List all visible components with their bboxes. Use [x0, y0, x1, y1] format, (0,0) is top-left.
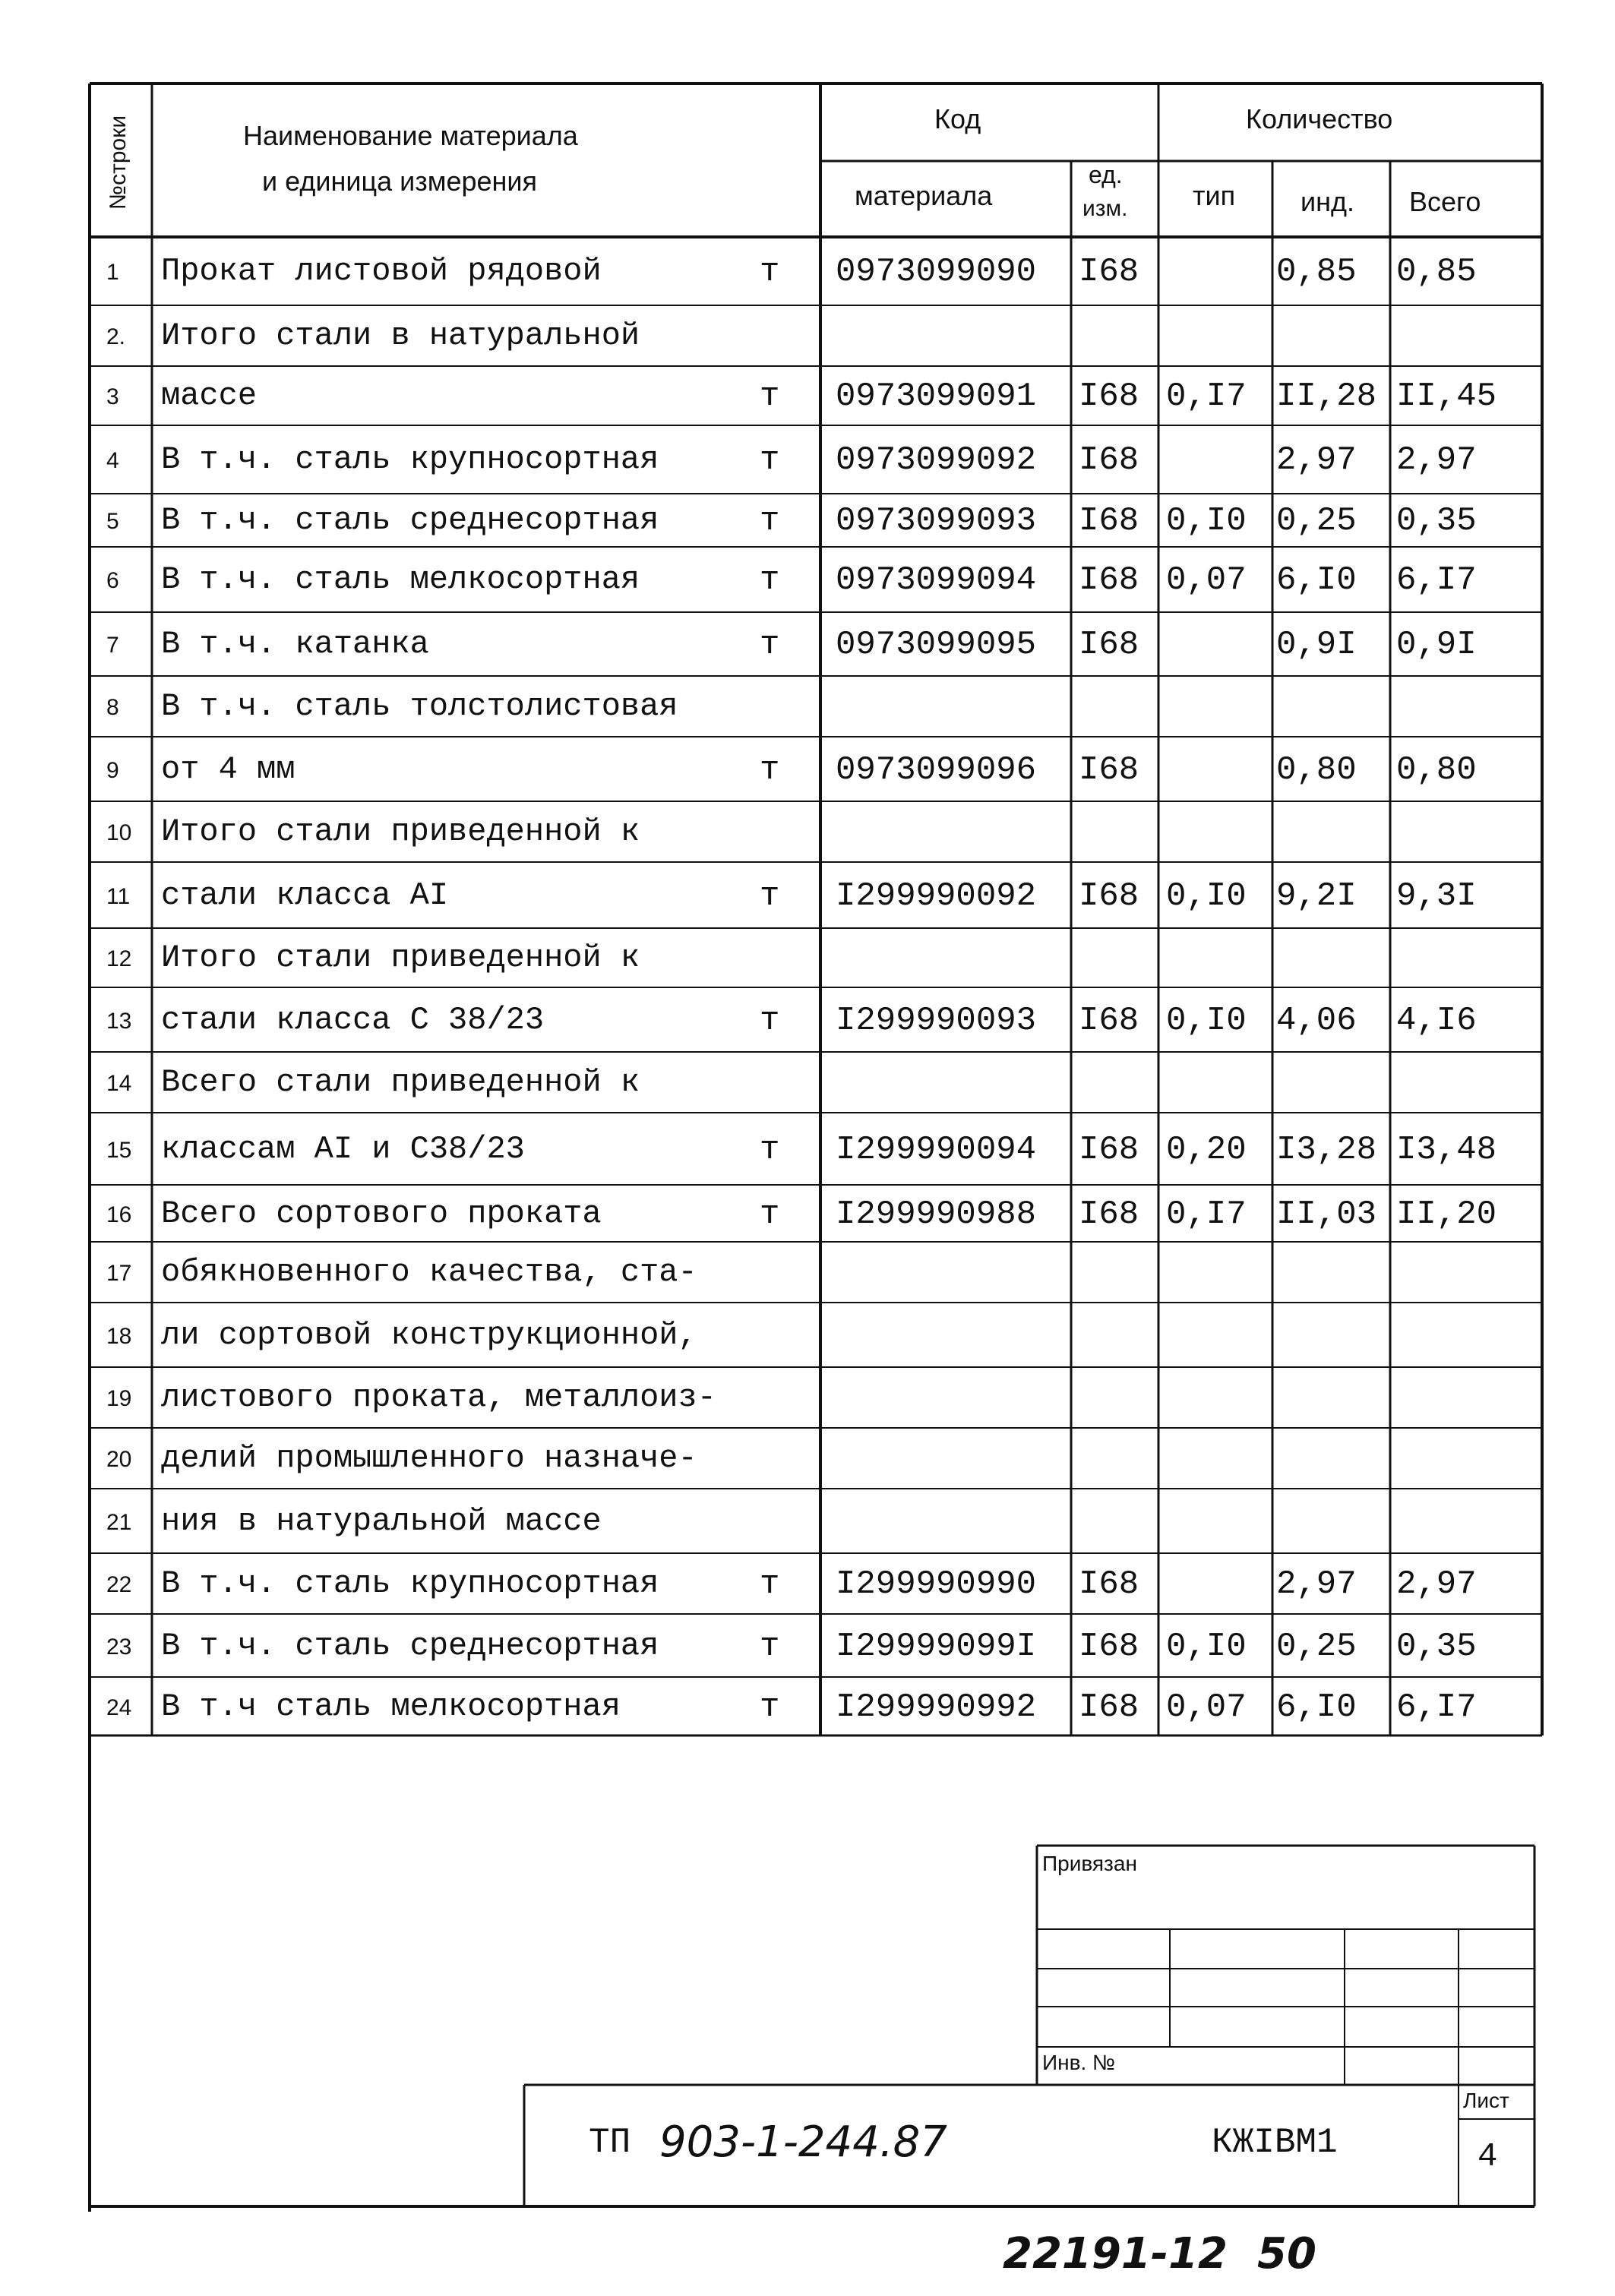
- cell-total: 6,I7: [1396, 561, 1477, 599]
- cell-ed: I68: [1079, 1688, 1139, 1726]
- cell-ed: I68: [1079, 1628, 1139, 1666]
- cell-ind: II,03: [1276, 1195, 1377, 1233]
- cell-name: Всего стали приведенной к: [161, 1064, 640, 1101]
- cell-no: 7: [106, 633, 119, 658]
- cell-tip: 0,07: [1166, 1688, 1247, 1726]
- cell-name: В т.ч. сталь мелкосортная: [161, 561, 640, 598]
- cell-name: обякновенного качества, ста-: [161, 1254, 697, 1290]
- cell-ind: 6,I0: [1276, 1688, 1357, 1726]
- cell-no: 16: [106, 1202, 132, 1227]
- cell-no: 17: [106, 1261, 132, 1286]
- cell-no: 21: [106, 1510, 132, 1535]
- cell-no: 12: [106, 946, 132, 971]
- cell-ed: I68: [1079, 1195, 1139, 1233]
- cell-no: 5: [106, 509, 119, 534]
- cell-unit: т: [760, 1195, 780, 1233]
- cell-unit: т: [760, 1565, 780, 1603]
- cell-name: листового проката, металлоиз-: [161, 1379, 716, 1416]
- cell-name: от 4 мм: [161, 751, 296, 788]
- cell-no: 18: [106, 1324, 132, 1349]
- cell-ind: I3,28: [1276, 1131, 1377, 1169]
- cell-name: Итого стали приведенной к: [161, 940, 640, 976]
- cell-name: стали класса С 38/23: [161, 1002, 545, 1038]
- cell-code: 0973099094: [836, 561, 1037, 599]
- cell-total: 2,97: [1396, 1565, 1477, 1603]
- cell-name: ли сортовой конструкционной,: [161, 1317, 697, 1353]
- cell-no: 6: [106, 568, 119, 593]
- cell-ed: I68: [1079, 1131, 1139, 1169]
- cell-code: 0973099093: [836, 502, 1037, 540]
- cell-tip: 0,I0: [1166, 1628, 1247, 1666]
- cell-name: В т.ч. сталь среднесортная: [161, 1628, 659, 1664]
- cell-name: Прокат листовой рядовой: [161, 253, 602, 289]
- cell-code: I299990092: [836, 877, 1037, 915]
- cell-name: В т.ч. сталь крупносортная: [161, 441, 659, 478]
- cell-ind: 9,2I: [1276, 877, 1357, 915]
- cell-ind: 4,06: [1276, 1002, 1357, 1040]
- cell-tip: 0,I0: [1166, 1002, 1247, 1040]
- header-quantity: Количество: [1246, 103, 1393, 134]
- cell-total: 9,3I: [1396, 877, 1477, 915]
- cell-unit: т: [760, 1002, 780, 1040]
- cell-tip: 0,I7: [1166, 377, 1247, 415]
- cell-no: 10: [106, 820, 132, 845]
- cell-code: 0973099096: [836, 751, 1037, 789]
- cell-total: 0,85: [1396, 253, 1477, 291]
- cell-tip: 0,I7: [1166, 1195, 1247, 1233]
- cell-total: 6,I7: [1396, 1688, 1477, 1726]
- cell-code: 0973099095: [836, 626, 1037, 664]
- cell-ind: 0,80: [1276, 751, 1357, 789]
- cell-tip: 0,I0: [1166, 502, 1247, 540]
- handwritten-footer-number: 22191-12 50: [1003, 2229, 1316, 2279]
- cell-name: В т.ч. сталь среднесортная: [161, 502, 659, 538]
- cell-no: 19: [106, 1386, 132, 1411]
- cell-code: I299990094: [836, 1131, 1037, 1169]
- cell-code: I299990988: [836, 1195, 1037, 1233]
- cell-unit: т: [760, 751, 780, 789]
- cell-ed: I68: [1079, 877, 1139, 915]
- cell-no: 8: [106, 695, 119, 720]
- cell-code: 0973099092: [836, 441, 1037, 479]
- header-qty-type: тип: [1193, 180, 1236, 211]
- cell-name: делий промышленного назначе-: [161, 1440, 697, 1476]
- cell-name: В т.ч. катанка: [161, 626, 429, 662]
- cell-code: I29999099I: [836, 1628, 1037, 1666]
- cell-no: 23: [106, 1634, 132, 1660]
- cell-no: 20: [106, 1447, 132, 1472]
- header-code: Код: [934, 103, 981, 134]
- cell-unit: т: [760, 441, 780, 479]
- cell-ed: I68: [1079, 253, 1139, 291]
- cell-ind: 2,97: [1276, 1565, 1357, 1603]
- cell-no: 14: [106, 1071, 132, 1096]
- cell-name: В т.ч сталь мелкосортная: [161, 1688, 621, 1725]
- cell-unit: т: [760, 253, 780, 291]
- doc-prefix: ТП: [589, 2123, 631, 2162]
- header-qty-total: Всего: [1409, 186, 1481, 217]
- cell-ed: I68: [1079, 1002, 1139, 1040]
- cell-total: II,20: [1396, 1195, 1497, 1233]
- stamp-inv-label: Инв. №: [1042, 2051, 1116, 2074]
- cell-ed: I68: [1079, 751, 1139, 789]
- header-code-material: материала: [855, 180, 993, 211]
- cell-tip: 0,I0: [1166, 877, 1247, 915]
- cell-tip: 0,20: [1166, 1131, 1247, 1169]
- header-name-line1: Наименование материала: [243, 120, 578, 151]
- cell-ed: I68: [1079, 1565, 1139, 1603]
- doc-code: КЖIВМ1: [1212, 2123, 1338, 2162]
- cell-name: Всего сортового проката: [161, 1195, 602, 1232]
- cell-ind: 0,25: [1276, 502, 1357, 540]
- cell-name: Итого стали в натуральной: [161, 317, 640, 354]
- cell-name: массе: [161, 377, 258, 414]
- cell-ed: I68: [1079, 377, 1139, 415]
- cell-code: I299990990: [836, 1565, 1037, 1603]
- cell-name: Итого стали приведенной к: [161, 813, 640, 850]
- header-name-line2: и единица измерения: [262, 166, 538, 197]
- cell-unit: т: [760, 1131, 780, 1169]
- cell-ed: I68: [1079, 626, 1139, 664]
- cell-no: 4: [106, 448, 119, 473]
- cell-total: 0,35: [1396, 1628, 1477, 1666]
- cell-no: 3: [106, 384, 119, 409]
- cell-no: 24: [106, 1695, 132, 1720]
- cell-name: классам АI и С38/23: [161, 1131, 525, 1167]
- cell-no: 15: [106, 1138, 132, 1163]
- cell-code: I299990992: [836, 1688, 1037, 1726]
- cell-ed: I68: [1079, 561, 1139, 599]
- cell-no: 2.: [106, 324, 126, 349]
- cell-total: 0,80: [1396, 751, 1477, 789]
- doc-number: 903-1-244.87: [659, 2118, 947, 2167]
- cell-ind: 0,9I: [1276, 626, 1357, 664]
- cell-total: II,45: [1396, 377, 1497, 415]
- cell-unit: т: [760, 877, 780, 915]
- cell-ind: 0,85: [1276, 253, 1357, 291]
- stamp-sheet-label: Лист: [1463, 2089, 1509, 2112]
- cell-no: 13: [106, 1009, 132, 1034]
- cell-tip: 0,07: [1166, 561, 1247, 599]
- cell-name: стали класса АI: [161, 877, 449, 914]
- header-code-unit-line2: изм.: [1082, 196, 1128, 221]
- cell-unit: т: [760, 502, 780, 540]
- stamp-sheet-number: 4: [1478, 2138, 1498, 2176]
- cell-no: 22: [106, 1572, 132, 1597]
- cell-unit: т: [760, 626, 780, 664]
- header-code-unit-line1: ед.: [1089, 161, 1123, 188]
- cell-ind: II,28: [1276, 377, 1377, 415]
- header-row-no: №строки: [106, 115, 131, 210]
- cell-code: 0973099090: [836, 253, 1037, 291]
- cell-ind: 0,25: [1276, 1628, 1357, 1666]
- cell-code: I299990093: [836, 1002, 1037, 1040]
- cell-no: 1: [106, 260, 119, 285]
- cell-no: 11: [106, 884, 131, 909]
- cell-unit: т: [760, 1628, 780, 1666]
- cell-name: В т.ч. сталь толстолистовая: [161, 688, 678, 725]
- cell-ed: I68: [1079, 441, 1139, 479]
- stamp-bound-label: Привязан: [1042, 1852, 1137, 1875]
- cell-ind: 6,I0: [1276, 561, 1357, 599]
- cell-ind: 2,97: [1276, 441, 1357, 479]
- cell-code: 0973099091: [836, 377, 1037, 415]
- cell-unit: т: [760, 1688, 780, 1726]
- cell-total: I3,48: [1396, 1131, 1497, 1169]
- cell-name: В т.ч. сталь крупносортная: [161, 1565, 659, 1602]
- cell-name: ния в натуральной массе: [161, 1503, 602, 1540]
- cell-unit: т: [760, 561, 780, 599]
- cell-ed: I68: [1079, 502, 1139, 540]
- cell-total: 4,I6: [1396, 1002, 1477, 1040]
- header-qty-ind: инд.: [1301, 186, 1354, 217]
- cell-total: 0,9I: [1396, 626, 1477, 664]
- cell-no: 9: [106, 758, 119, 783]
- cell-unit: т: [760, 377, 780, 415]
- cell-total: 0,35: [1396, 502, 1477, 540]
- cell-total: 2,97: [1396, 441, 1477, 479]
